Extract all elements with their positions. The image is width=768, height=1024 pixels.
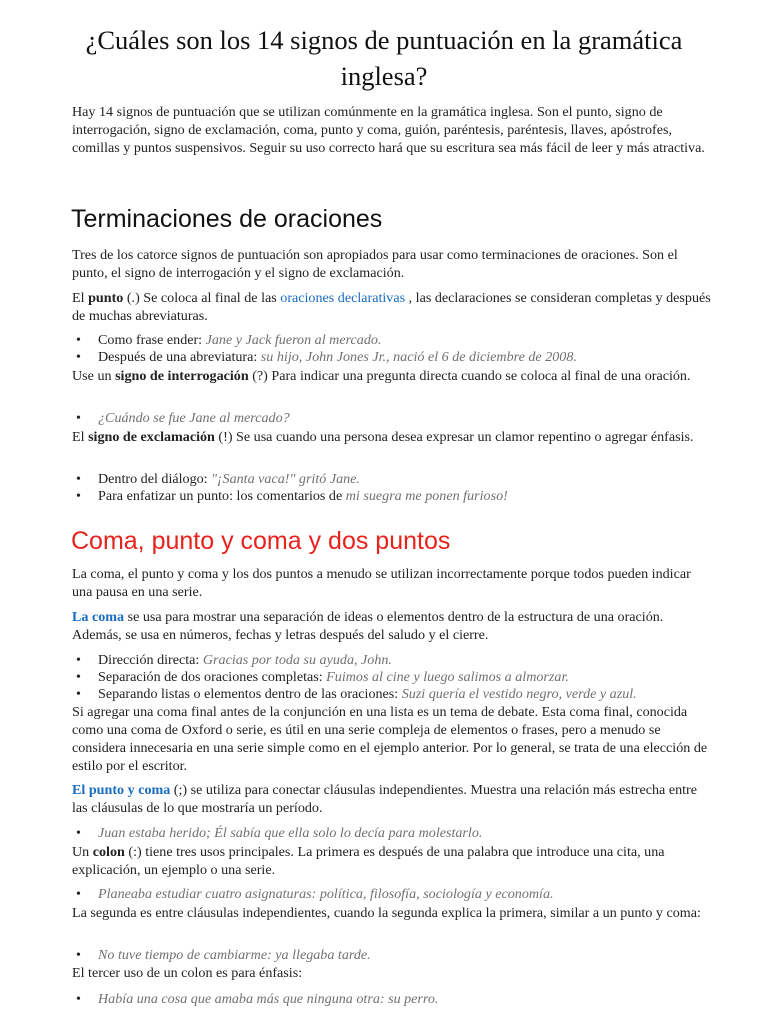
link-la-coma[interactable]: La coma — [72, 609, 125, 625]
item-label: Dentro del diálogo: — [98, 471, 212, 487]
link-oraciones-declarativas[interactable]: oraciones declarativas — [280, 290, 406, 306]
example-text: "¡Santa vaca!" gritó Jane. — [211, 471, 360, 487]
text-span: (.) Se coloca al final de las — [123, 290, 281, 306]
list-item — [72, 652, 712, 669]
text-span: y los dos — [218, 566, 276, 582]
example-text: Planeaba estudiar cuatro asignaturas: política, filosofía, sociología y economía. — [98, 886, 554, 902]
term-signo-exclamacion: signo de exclamación — [88, 429, 215, 445]
colon-paragraph — [72, 843, 712, 879]
text-span: El — [72, 290, 89, 306]
page-title: ¿Cuáles son los 14 signos de puntuación en la gramática inglesa? — [85, 25, 683, 91]
coma-examples-list — [72, 652, 712, 703]
text-span: Use un — [72, 368, 116, 384]
text-span: El — [72, 429, 89, 445]
colon-examples-list-2 — [72, 947, 712, 964]
text-span: Un — [72, 844, 93, 860]
colon-third-use-paragraph: El tercer uso de un colon es para énfasis: — [72, 965, 303, 981]
term-signo-interrogacion: signo de interrogación — [115, 368, 249, 384]
list-item — [72, 349, 712, 366]
item-label: Separando listas o elementos dentro de las oraciones: — [98, 686, 402, 702]
coma-paragraph — [72, 608, 712, 644]
text-span: (;) se utiliza para conectar cláusulas independientes. Muestra una relación más estrecha entre las cláusulas de lo que mostraría un período. — [72, 782, 697, 816]
item-label: Separación de dos oraciones completas: — [98, 669, 327, 685]
example-text: Suzi quería el vestido negro, verde y azul. — [401, 686, 637, 702]
interrogacion-examples-list — [72, 410, 712, 427]
item-label: Después de una abreviatura: — [98, 349, 261, 365]
punto-examples-list — [72, 332, 712, 366]
example-text: Fuimos al cine y luego salimos a almorzar. — [326, 669, 569, 685]
coma-intro-paragraph — [72, 565, 712, 601]
exclamacion-paragraph — [72, 428, 712, 446]
text-span: a menudo se utilizan incorrectamente porque todos pueden indicar una pausa en una serie. — [72, 566, 691, 600]
text-span: (?) Para indicar una pregunta directa cuando se coloca al final de una oración. — [248, 368, 691, 384]
link-puntos[interactable]: puntos — [275, 566, 314, 582]
terminaciones-paragraph: Tres de los catorce signos de puntuación son apropiados para usar como terminaciones de oraciones. Son el punto, el signo de interrogación y el signo de exclamación. — [72, 247, 678, 281]
section-heading-coma: Coma, punto y coma y dos puntos — [71, 527, 451, 555]
punto-y-coma-examples-list — [72, 825, 712, 842]
example-text: ¿Cuándo se fue Jane al mercado? — [98, 410, 290, 426]
item-label: Como frase ender: — [98, 332, 206, 348]
link-punto-y-coma[interactable]: punto y coma — [141, 566, 219, 582]
punto-paragraph — [72, 289, 712, 325]
list-item — [72, 410, 712, 427]
colon-examples-list-1 — [72, 886, 712, 903]
list-item — [72, 669, 712, 686]
list-item — [72, 471, 712, 488]
section-heading-terminaciones: Terminaciones de oraciones — [71, 205, 383, 233]
list-item — [72, 332, 712, 349]
link-el-punto-y-coma[interactable]: El punto y coma — [72, 782, 171, 798]
term-punto: punto — [88, 290, 124, 306]
text-span: (!) Se usa cuando una persona desea expresar un clamor repentino o agregar énfasis. — [214, 429, 694, 445]
item-label: Dirección directa: — [98, 652, 203, 668]
intro-paragraph: Hay 14 signos de puntuación que se utilizan comúnmente en la gramática inglesa. Son el punto, signo de interrogación, signo de exclamación, coma, punto y coma, guión, paréntesis, paréntesis, llaves, apóstrofes, comillas y puntos suspensivos. Seguir su uso correcto hará que su escritura sea más fácil de leer y más atractiva. — [72, 104, 705, 156]
oxford-comma-paragraph: Si agregar una coma final antes de la conjunción en una lista es un tema de debate. Esta coma final, conocida como una coma de Oxford o serie, es útil en una serie compleja de elementos o frases, pero a menudo se considera innecesaria en una serie simple como en el ejemplo anterior. Por lo general, se trata de una elección de estilo por el escritor. — [72, 704, 708, 774]
colon-examples-list-3 — [72, 991, 712, 1008]
example-text: Jane y Jack fueron al mercado. — [205, 332, 382, 348]
text-span: , las declaraciones se consideran completas y después de muchas abreviaturas. — [72, 290, 711, 324]
exclamacion-examples-list — [72, 471, 712, 505]
example-text: Gracias por toda su ayuda, John. — [202, 652, 392, 668]
text-span: (:) tiene tres usos principales. La primera es después de una palabra que introduce una cita, una explicación, un ejemplo o una serie. — [72, 844, 665, 878]
list-item — [72, 991, 712, 1008]
text-span: se usa para mostrar una separación de ideas o elementos dentro de la estructura de una oración. Además, se usa en números, fechas y letras después del saludo y el cierre. — [72, 609, 664, 643]
example-text: Había una cosa que amaba más que ninguna otra: su perro. — [98, 991, 439, 1007]
item-label: Para enfatizar un punto: los comentarios de — [98, 488, 346, 504]
interrogacion-paragraph — [72, 367, 712, 385]
list-item — [72, 947, 712, 964]
list-item — [72, 488, 712, 505]
term-colon: colon — [92, 844, 125, 860]
example-text: Juan estaba herido; Él sabía que ella solo lo decía para molestarlo. — [98, 825, 483, 841]
example-text: No tuve tiempo de cambiarme: ya llegaba tarde. — [98, 947, 371, 963]
punto-y-coma-paragraph — [72, 781, 712, 817]
list-item — [72, 825, 712, 842]
example-text: mi suegra me ponen furioso! — [345, 488, 508, 504]
text-span: La coma, el — [72, 566, 142, 582]
list-item — [72, 686, 712, 703]
colon-second-use-paragraph: La segunda es entre cláusulas independientes, cuando la segunda explica la primera, similar a un punto y coma: — [72, 905, 701, 921]
example-text: su hijo, John Jones Jr., nació el 6 de diciembre de 2008. — [260, 349, 577, 365]
list-item — [72, 886, 712, 903]
